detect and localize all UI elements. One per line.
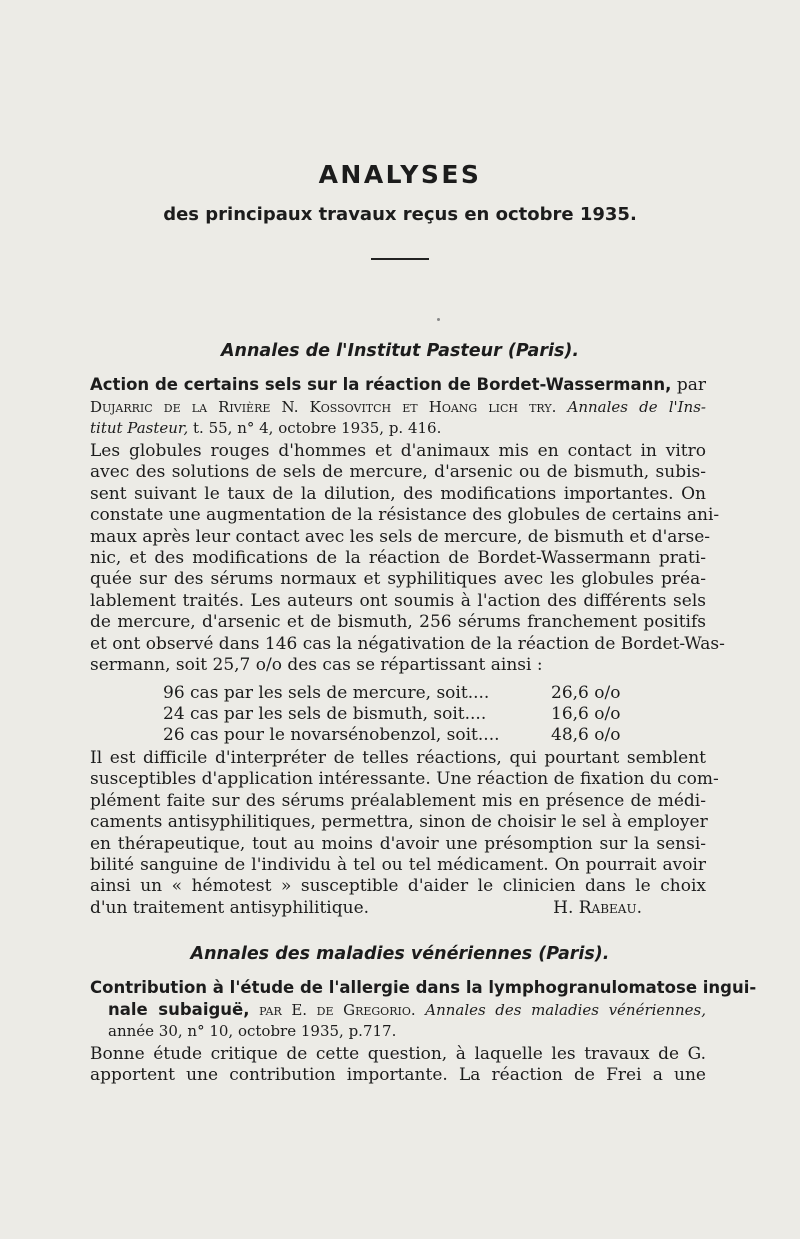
para1-line: sent suivant le taux de la dilution, des modifications importantes. On bbox=[90, 483, 706, 504]
article-ref-2: année 30, n° 10, octobre 1935, p.717. bbox=[108, 1022, 397, 1041]
journal-ref-2: Annales des maladies vénériennes, bbox=[425, 1000, 706, 1019]
para1-line: constate une augmentation de la résistance des globules de certains ani- bbox=[90, 505, 720, 526]
para1-line: maux après leur contact avec les sels de mercure, de bismuth et d'arse- bbox=[90, 526, 711, 547]
para2-line: Il est difficile d'interpréter de telles réactions, qui pourtant semblent bbox=[90, 748, 706, 768]
row-value: 16,6 o/o bbox=[551, 704, 621, 724]
para2-last-line bbox=[90, 898, 706, 919]
para2-line: caments antisyphilitiques, permettra, sinon de choisir le sel à employer bbox=[90, 812, 708, 833]
journal-ref-part1: Annales de l'Ins- bbox=[567, 397, 706, 416]
table-row bbox=[163, 704, 643, 725]
para2-line: bilité sanguine de l'individu à tel ou tel médicament. On pourrait avoir bbox=[90, 855, 706, 876]
para1-line: nic, et des modifications de la réaction de Bordet-Wassermann prati- bbox=[90, 548, 706, 569]
table-row bbox=[163, 683, 643, 704]
para1-line: quée sur des sérums normaux et syphilitiques avec les globules préa- bbox=[90, 569, 706, 590]
row-value: 26,6 o/o bbox=[551, 683, 621, 703]
para2-line: ainsi un « hémotest » susceptible d'aider le clinicien dans le choix bbox=[90, 876, 706, 897]
para2-line: susceptibles d'application intéressante. Une réaction de fixation du com- bbox=[90, 769, 719, 790]
para2-line: en thérapeutique, tout au moins d'avoir une présomption sur la sensi- bbox=[90, 833, 706, 854]
para2-line: plément faite sur des sérums préalablement mis en présence de médi- bbox=[90, 790, 706, 811]
para1-line: et ont observé dans 146 cas la négativation de la réaction de Bordet-Was- bbox=[90, 633, 725, 654]
row-value: 48,6 o/o bbox=[551, 725, 621, 745]
speck bbox=[437, 318, 440, 321]
row-label: 24 cas par les sels de bismuth, soit.... bbox=[163, 704, 487, 724]
para1-line: de mercure, d'arsenic et de bismuth, 256 sérums franchement positifs bbox=[90, 612, 706, 633]
author-2: par E. de Gregorio. bbox=[259, 1000, 416, 1019]
article-title-2-line2 bbox=[90, 999, 706, 1022]
journal-heading-pasteur: Annales de l'Institut Pasteur (Paris). bbox=[220, 341, 580, 361]
volume-ref: t. 55, n° 4, octobre 1935, p. 416. bbox=[193, 419, 442, 438]
para1-line: sermann, soit 25,7 o/o des cas se répartissant ainsi : bbox=[90, 655, 543, 676]
para2-line: d'un traitement antisyphilitique. bbox=[90, 897, 370, 918]
signature: H. Rabeau. bbox=[553, 897, 642, 918]
journal-heading-maladies: Annales des maladies vénériennes (Paris). bbox=[190, 944, 610, 964]
article-header-1 bbox=[90, 374, 706, 440]
authors-line-1 bbox=[90, 397, 706, 419]
article-header-2 bbox=[90, 977, 757, 1043]
row-label: 96 cas par les sels de mercure, soit.... bbox=[163, 683, 490, 703]
results-table bbox=[163, 683, 643, 746]
title-divider bbox=[371, 258, 429, 260]
paragraph-1 bbox=[90, 441, 725, 676]
para3-line: apportent une contribution importante. La réaction de Frei a une bbox=[90, 1065, 706, 1086]
journal-ref-part2: titut Pasteur, bbox=[90, 419, 189, 438]
paragraph-3 bbox=[90, 1044, 706, 1087]
paragraph-2 bbox=[90, 748, 719, 919]
para1-line: Les globules rouges d'hommes et d'animaux mis en contact in vitro bbox=[90, 441, 706, 461]
authors: Dujarric de la Rivière N. Kossovitch et Hoang lich try. bbox=[90, 397, 557, 416]
para3-line: Bonne étude critique de cette question, à laquelle les travaux de G. bbox=[90, 1044, 706, 1064]
article-title-2-line1: Contribution à l'étude de l'allergie dans la lymphogranulomatose ingui- bbox=[90, 978, 757, 997]
page-title: ANALYSES bbox=[318, 160, 482, 189]
table-row bbox=[163, 725, 643, 746]
row-label: 26 cas pour le novarsénobenzol, soit.... bbox=[163, 725, 500, 745]
page-subtitle: des principaux travaux reçus en octobre 1935. bbox=[163, 204, 637, 225]
para1-line: lablement traités. Les auteurs ont soumis à l'action des différents sels bbox=[90, 590, 706, 611]
par-word: par bbox=[676, 375, 706, 395]
article-title: Action de certains sels sur la réaction de Bordet-Wassermann, bbox=[90, 375, 672, 394]
article-title-2-end: nale subaiguë, bbox=[108, 999, 250, 1019]
article-title-line bbox=[90, 374, 706, 397]
para1-line: avec des solutions de sels de mercure, d'arsenic ou de bismuth, subis- bbox=[90, 462, 706, 483]
authors-line-2 bbox=[90, 418, 706, 440]
